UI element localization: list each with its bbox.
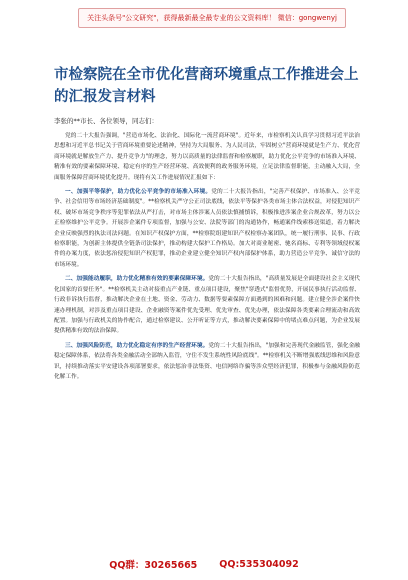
footer-qq-group	[109, 557, 197, 571]
intro-paragraph: 党的二十大报告强调，"营造市场化、法治化、国际化一流营商环境"。近年来，市检察机关认真学习贯彻习近平法治思想和习近平总书记关于营商环境重要论述精神，坚持为大局服务、为人民司法，牢固树立"营商环境就是生产力、优化营商环境就是解放生产力、提升竞争力"的理念，努力以高质量的法律监督和检察履职，助力优化公平竞争的市场准入环境、精准有效的要素保障环境、稳定有序的生产经营环境、高效便利的政务服务环境，立足法律监督职能，主动融入大局，全面服务保障营商环境优化提升。现将有关工作进展情况汇报如下：	[54, 133, 360, 181]
promo-banner	[78, 8, 346, 28]
section-1-paragraph	[54, 187, 360, 270]
section-1-heading: 一、加强平等保护，助力优化公平竞争的市场准入环境。	[65, 189, 212, 196]
section-3-text: 党的二十大报告指出，"加强和完善现代金融监管，强化金融稳定保障体系，依法将各类金融活动全部纳入监管，守住不发生系统性风险底线"。**检察机关不断增强底线思维和风险意识，持续推动落实平安建设各项部署要求，依法惩治非法集资、电信网络诈骗等涉众型经济犯罪，积极参与金融风险防范化解工作。	[54, 342, 360, 380]
footer-qq	[219, 559, 298, 570]
footer-qq-text: QQ:535304092	[219, 558, 299, 570]
section-3-heading: 三、加强风险防范，助力优化稳定有序的生产经营环境。	[65, 342, 209, 349]
promo-banner-text: 关注头条号"公文研究"，获得最新最全最专业的公文资料库！ 微信：gongwenyj	[87, 13, 337, 22]
section-2-text: 党的二十大报告指出，"高质量发展是全面建设社会主义现代化国家的首要任务"。**检察机关主动对接重点产业链、重点项目建设，聚焦"穿透式"监督优势，开展民事执行活动监督、行政非诉执行监督，推动解决企业在土地、资金、劳动力、数据等要素保障方面遇到的困难和问题。建立健全涉企案件快速办理机制，对涉及重点项目建设、企业融资等案件优先受理、优先审查、优先办理，依法保障各类要素合理流动和高效配置。加强与行政机关的协作配合，通过检察建议、公开听证等方式，推动解决要素保障中的堵点难点问题，为企业发展提供精准有效的法治保障。	[54, 276, 360, 335]
section-3-paragraph	[54, 341, 360, 383]
footer-qq-group-text: QQ群：30265665	[109, 560, 198, 571]
salutation: 李张的**市长、各位领导，同志们：	[54, 117, 158, 125]
section-2-heading: 二、加强能动履职，助力优化精准有效的要素保障环境。	[65, 276, 209, 283]
document-body	[54, 131, 360, 544]
document-title: 市检察院在全市优化营商环境重点工作推进会上的汇报发言材料	[54, 67, 359, 105]
section-2-paragraph	[54, 274, 360, 336]
section-1-text: 党的二十大报告指出，"完善产权保护、市场准入、公平竞争、社会信用等市场经济基础制度"。**检察机关严守公正司法底线，依法平等保护各类市场主体合法权益，对侵犯知识产权、破坏市场竞争秩序等犯罪依法从严打击，对市场主体涉案人员依法慎捕慎诉，积极推进涉案企业合规改革，努力以公正检察维护公平竞争。开展涉企案件专项监督，加强与公安、法院等部门的沟通协作，畅通案件线索移送渠道，着力解决企业反映强烈的执法司法问题。在知识产权保护方面，**检察院组建知识产权检察办案团队，统一履行刑事、民事、行政检察职能，为创新主体提供全链条司法保护，推动构建大保护工作格局。加大对商业秘密、驰名商标、专利等领域侵权案件的办案力度，依法惩治侵犯知识产权犯罪，推动企业建立健全知识产权内部保护体系，助力营造公平竞争、诚信守法的市场环境。	[54, 189, 360, 268]
footer-contact	[0, 548, 408, 580]
